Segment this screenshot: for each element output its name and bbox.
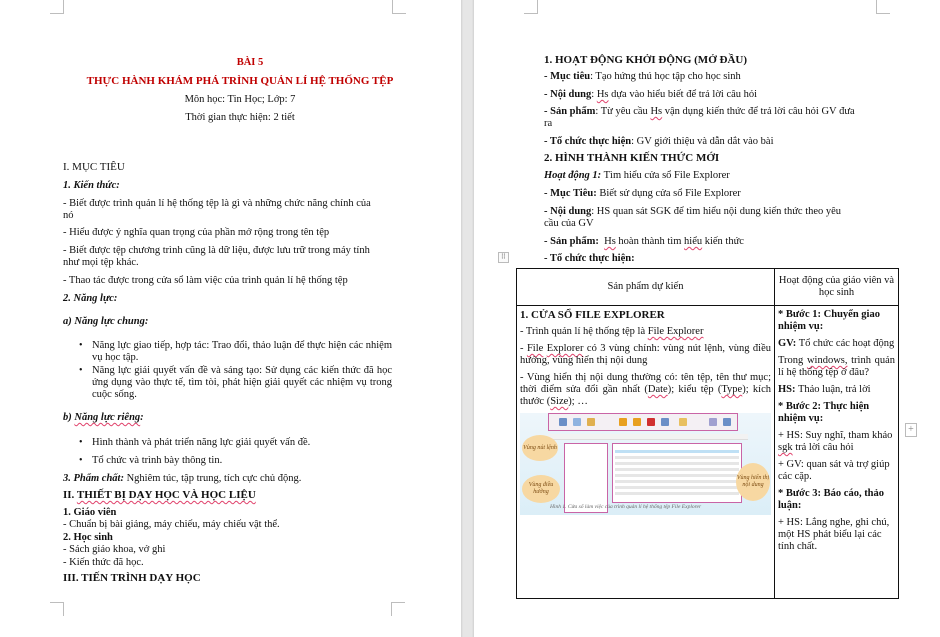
hd1-product-line	[544, 236, 744, 248]
section-equipment-heading	[63, 489, 256, 501]
cell-paragraph	[520, 326, 771, 338]
add-row-button[interactable]: +	[905, 423, 917, 437]
bubble-content-area: Vùng hiển thị nội dung	[736, 463, 770, 501]
step-2-heading: * Bước 2: Thực hiện nhiệm vụ:	[778, 401, 870, 424]
table-move-handle[interactable]: ⠿	[498, 252, 509, 263]
hs-label: HS:	[778, 384, 796, 395]
table-header-expected-product: Sản phẩm dự kiến	[517, 269, 775, 306]
figure-caption: Hình 1. Cửa sổ làm việc của trình quản lí hệ thống tệp File Explorer	[550, 504, 702, 510]
heading-prefix: b)	[63, 412, 75, 423]
ribbon-icon	[723, 418, 731, 426]
text-run: -	[520, 343, 527, 354]
text-run: Biết sử dụng cửa sổ File Explorer	[596, 188, 741, 199]
lesson-number: BÀI 5	[236, 57, 264, 68]
ribbon-icon	[647, 418, 655, 426]
subject-line: Môn học: Tin Học; Lớp: 7	[184, 94, 296, 105]
content-line	[544, 89, 757, 101]
margin-corner-mark	[524, 0, 538, 14]
ribbon-icon	[661, 418, 669, 426]
organization-line	[544, 136, 774, 148]
hd1-organization-label: - Tổ chức thực hiện:	[544, 253, 635, 264]
cell-paragraph	[778, 338, 895, 350]
general-competence-item: Năng lực giao tiếp, hợp tác: Trao đổi, thảo luận để thực hiện các nhiệm vụ học tập.	[92, 340, 392, 363]
content-label: - Nội dung	[544, 89, 592, 100]
cell-paragraph: + GV: quan sát và trợ giúp các cặp.	[778, 459, 890, 482]
figure-file-row	[615, 492, 739, 495]
ribbon-icon	[633, 418, 641, 426]
figure-file-row	[615, 474, 739, 477]
knowledge-heading: 1. Kiến thức:	[63, 180, 120, 191]
step-3-heading: * Bước 3: Báo cáo, thảo luận:	[778, 488, 885, 511]
ribbon-icon	[587, 418, 595, 426]
text-run: vận dụng kiến thức để trả lời câu hỏi GV đưa	[662, 106, 855, 117]
hd1-label: Hoạt động 1:	[544, 170, 602, 181]
margin-corner-mark	[50, 0, 64, 14]
product-line-cont: ra	[544, 118, 553, 129]
text-run: - Trình quản lí hệ thống tệp là	[520, 326, 648, 337]
text-run: trình quản lí hệ thống tệp ở đâu?	[778, 355, 895, 378]
spellcheck-word: Size	[550, 396, 569, 407]
bullet-icon: •	[79, 365, 83, 376]
figure-ribbon	[548, 413, 738, 431]
text-run: trả lời câu hỏi	[792, 442, 854, 453]
margin-corner-mark	[391, 602, 405, 616]
spellcheck-word: sgk	[778, 442, 793, 453]
bubble-navigation-area: Vùng điều hướng	[522, 475, 560, 503]
activities-cell	[775, 306, 899, 599]
activity-table	[516, 268, 899, 599]
hd1-content-cont: cầu của GV	[544, 218, 594, 229]
text-run: :	[591, 89, 597, 100]
figure-file-row	[615, 480, 739, 483]
table-row	[517, 306, 899, 599]
hd1-goal-label: - Mục Tiêu:	[544, 188, 597, 199]
text-run: kiến thức	[702, 236, 744, 247]
activity-1-heading: 1. HOẠT ĐỘNG KHỞI ĐỘNG (MỞ ĐẦU)	[544, 54, 747, 66]
spellcheck-word: Explorer	[546, 343, 584, 354]
cell-paragraph	[520, 343, 771, 367]
hd1-content-line	[544, 206, 841, 218]
hd1-product-label: - Sản phẩm:	[544, 236, 599, 247]
quality-label: 3. Phẩm chất:	[63, 473, 124, 484]
duration-line: Thời gian thực hiện: 2 tiết	[185, 112, 295, 123]
file-explorer-figure	[520, 413, 771, 515]
knowledge-line: - Biết được tệp chương trình cũng là dữ liệu, được lưu trữ trong máy tính	[63, 245, 370, 256]
heading-text: Năng lực riêng	[74, 412, 141, 423]
gv-label: GV:	[778, 338, 797, 349]
specific-competence-heading	[63, 412, 144, 424]
page-gutter	[461, 0, 474, 637]
teacher-heading: 1. Giáo viên	[63, 507, 117, 518]
heading-text: THIẾT BỊ DẠY HỌC VÀ HỌC LIỆU	[76, 489, 256, 501]
text-run: Tìm hiểu cửa sổ File Explorer	[601, 170, 730, 181]
bullet-icon: •	[79, 340, 83, 351]
goal-line	[544, 71, 741, 83]
goal-text: : Tạo hứng thú học tập cho học sinh	[590, 71, 741, 82]
spellcheck-word: Hs	[596, 89, 609, 100]
student-item: - Sách giáo khoa, vở ghi	[63, 544, 166, 555]
margin-corner-mark	[50, 602, 64, 616]
knowledge-line: - Thao tác được trong cửa sổ làm việc của trình quản lí hệ thống tệp	[63, 275, 348, 286]
quality-line	[63, 473, 301, 485]
text-run: Thảo luận, trả lời	[795, 384, 871, 395]
competence-heading: 2. Năng lực:	[63, 293, 118, 304]
expected-product-cell	[517, 306, 775, 599]
spellcheck-word: Type	[721, 384, 743, 395]
figure-file-row	[615, 462, 739, 465]
spellcheck-word: Hs	[604, 236, 616, 247]
figure-file-row	[615, 486, 739, 489]
student-heading: 2. Học sinh	[63, 532, 113, 543]
product-label: - Sản phẩm	[544, 106, 596, 117]
spellcheck-word: Hs	[650, 106, 663, 117]
ribbon-icon	[573, 418, 581, 426]
bubble-command-area: Vùng nút lệnh	[522, 435, 558, 461]
general-competence-heading: a) Năng lực chung:	[63, 316, 149, 327]
text-run: + HS: Suy nghĩ, tham khảo	[778, 430, 893, 441]
text-run: - Vùng hiển thị nội dung thường có: tên tệp, tên thư mục; thời điểm sửa đổi gần nhất (	[520, 372, 771, 395]
ribbon-icon	[559, 418, 567, 426]
ribbon-icon	[679, 418, 687, 426]
figure-file-row	[615, 450, 739, 453]
hd1-content-label: - Nội dung	[544, 206, 592, 217]
figure-file-row	[615, 456, 739, 459]
text-run: Tổ chức các hoạt động	[796, 338, 895, 349]
organization-label: - Tổ chức thực hiện	[544, 136, 632, 147]
text-run: ); kích thước (	[520, 384, 771, 407]
table-header-row	[517, 269, 899, 306]
text-run: ); …	[568, 396, 588, 407]
cell-paragraph	[520, 372, 771, 408]
text-run: dựa vào hiểu biết để trả lời câu hỏi	[608, 89, 758, 100]
text-run: : Từ yêu cầu	[595, 106, 651, 117]
goal-label: - Mục tiêu	[544, 71, 591, 82]
figure-file-row	[615, 468, 739, 471]
specific-competence-item: Tổ chức và trình bày thông tin.	[92, 455, 223, 466]
text-run: hoàn thành tìm	[615, 236, 685, 247]
knowledge-line: - Hiểu được ý nghĩa quan trọng của phần mở rộng trong tên tệp	[63, 227, 330, 238]
section-objectives-heading: I. MỤC TIÊU	[63, 161, 125, 173]
figure-content-pane	[612, 443, 742, 503]
lesson-title: THỰC HÀNH KHÁM PHÁ TRÌNH QUẢN LÍ HỆ THỐNG TỆP	[86, 75, 394, 87]
question-paragraph	[778, 355, 895, 379]
bullet-icon: •	[79, 437, 83, 448]
heading-prefix: II.	[63, 489, 77, 501]
cell-title: 1. CỬA SỔ FILE EXPLORER	[520, 309, 665, 321]
cell-paragraph: + HS: Lắng nghe, ghi chú, một HS phát biểu lại các tính chất.	[778, 517, 890, 552]
cell-paragraph	[778, 430, 895, 454]
text-run: Trong	[778, 355, 807, 366]
spellcheck-word: File	[526, 343, 544, 354]
quality-text: Nghiêm túc, tập trung, tích cực chủ động.	[123, 473, 302, 484]
document-page-1	[0, 0, 461, 637]
product-line	[544, 106, 855, 118]
spellcheck-word: File Explorer	[647, 326, 704, 337]
margin-corner-mark	[392, 0, 406, 14]
cell-paragraph	[778, 384, 895, 396]
text-run: : GV giới thiệu và dẫn dắt vào bài	[631, 136, 774, 147]
ribbon-icon	[709, 418, 717, 426]
table-header-activities: Hoạt động của giáo viên và học sinh	[775, 269, 899, 306]
ribbon-icon	[619, 418, 627, 426]
text-run: : HS quan sát SGK để tìm hiểu nội dung kiến thức theo yêu	[591, 206, 842, 217]
margin-corner-mark	[876, 0, 890, 14]
hd1-goal-line	[544, 188, 741, 200]
figure-address-bar	[548, 434, 748, 440]
general-competence-item: Năng lực giải quyết vấn đề và sáng tạo: Sử dụng các kiến thức đã học ứng dụng vào thực tế, tìm tòi, phát hiện giải quyết các nhiệm vụ trong cuộc sống.	[92, 365, 392, 400]
activity-2-heading: 2. HÌNH THÀNH KIẾN THỨC MỚI	[544, 152, 720, 164]
spellcheck-word: Date	[647, 384, 668, 395]
hd1-line	[544, 170, 730, 182]
text-run: ); kiểu tệp (	[667, 384, 722, 395]
section-process-heading: III. TIẾN TRÌNH DẠY HỌC	[63, 572, 201, 584]
student-item: - Kiến thức đã học.	[63, 557, 144, 568]
step-1-heading: * Bước 1: Chuyển giao nhiệm vụ:	[778, 309, 880, 332]
spellcheck-word: windows,	[806, 355, 848, 366]
teacher-item: - Chuẩn bị bài giảng, máy chiếu, máy chiếu vật thể.	[63, 519, 280, 530]
heading-suffix: :	[140, 412, 144, 423]
bullet-icon: •	[79, 455, 83, 466]
text-run: có 3 vùng chính: vùng nút lệnh, vùng điều hướng, vùng hiển thị nội dung	[520, 343, 771, 366]
spellcheck-word: hiểu	[684, 236, 703, 247]
knowledge-line: - Biết được trình quản lí hệ thống tệp là gì và những chức năng chính của	[63, 198, 371, 209]
specific-competence-item: Hình thành và phát triển năng lực giải quyết vấn đề.	[92, 437, 311, 448]
knowledge-line: nó	[63, 210, 74, 221]
knowledge-line: như mọi tệp khác.	[63, 257, 139, 268]
